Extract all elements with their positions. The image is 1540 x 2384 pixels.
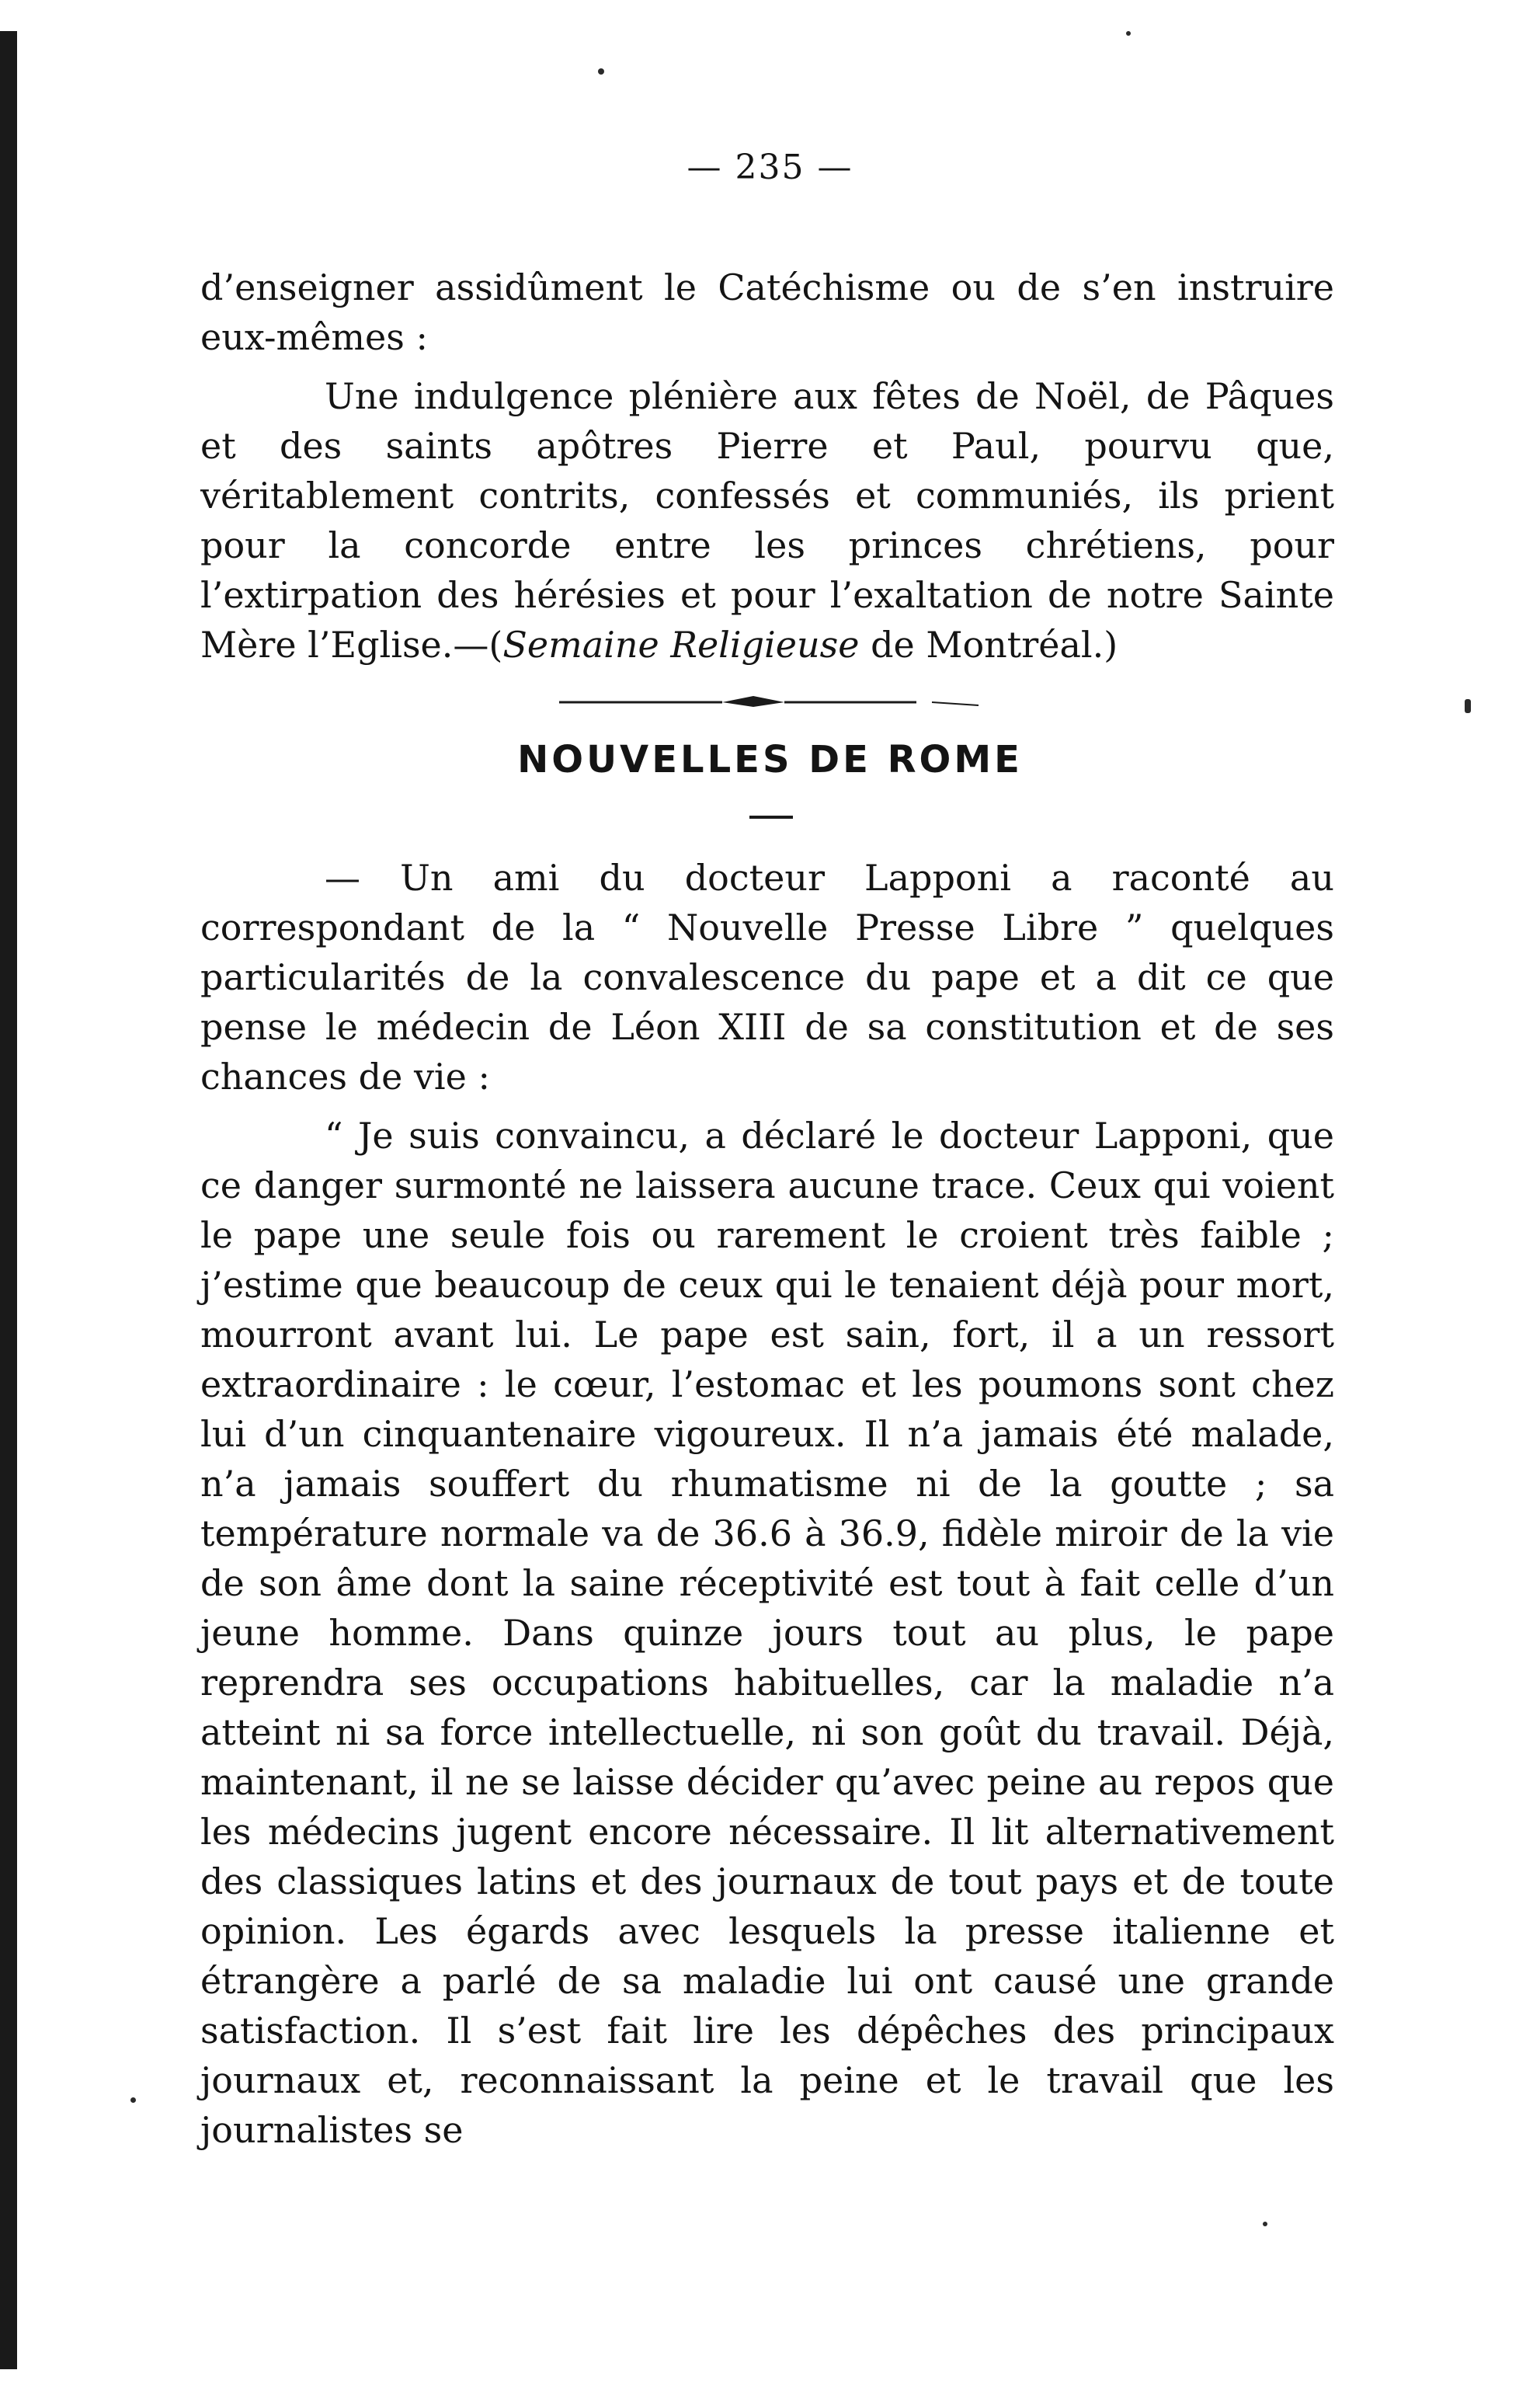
citation-close: ) <box>1104 624 1118 666</box>
scan-speck <box>598 68 604 75</box>
paragraph-quote: “ Je suis convaincu, a déclaré le docteur Lapponi, que ce danger surmonté ne laissera aucune trace. Ceux qui voient le pape une seule fois ou rarement le croient très faible ; j’estime que beaucoup de ceux qui le tenaient déjà pour mort, mourront avant lui. Le pape est sain, fort, il a un ressort extraordinaire : le cœur, l’estomac et les poumons sont chez lui d’un cinquantenaire vigoureux. Il n’a jamais été malade, n’a jamais souffert du rhumatisme ni de la goutte ; sa température normale va de 36.6 à 36.9, fidèle miroir de la vie de son âme dont la saine réceptivité est tout à fait celle d’un jeune homme. Dans quinze jours tout au plus, le pape reprendra ses occupations habituelles, car la maladie n’a atteint ni sa force intellectuelle, ni son goût du travail. Déjà, maintenant, il ne se laisse décider qu’avec peine au repos que les médecins jugent encore nécessaire. Il lit alternativement des classiques latins et des journaux de tout pays et de toute opinion. Les égards avec lesquels la presse italienne et étrangère a parlé de sa maladie lui ont causé une grande satisfaction. Il s’est fait lire les dépêches des principaux journaux et, reconnaissant la peine et le travail que les journalistes se <box>200 1115 1334 2151</box>
scan-speck <box>1263 2222 1267 2226</box>
indulgence-text: Une indulgence plénière aux fêtes de Noël, de Pâques et des saints apôtres Pierre et Paul, pourvu que, véritablement contrits, confessés et communiés, ils prient pour la concorde entre les princes chrétiens, pour l’extirpation des hérésies et pour l’exaltation de notre Sainte Mère l’Eglise.— <box>200 375 1334 666</box>
scan-speck <box>1465 699 1471 713</box>
title-underline-rule <box>749 816 793 819</box>
section-ornament-divider <box>559 693 994 712</box>
scan-speck <box>1126 31 1131 36</box>
citation-place: de Montréal. <box>859 624 1104 666</box>
paragraph-indulgence <box>200 371 1334 670</box>
paragraph-news: — Un ami du docteur Lapponi a raconté au correspondant de la “ Nouvelle Presse Libre ” quelques particularités de la convalescence du pape et a dit ce que pense le médecin de Léon XIII de sa constitution et de ses chances de vie : <box>200 857 1334 1098</box>
scan-binding-edge <box>0 31 17 2369</box>
scan-speck <box>130 2097 136 2103</box>
citation-open: ( <box>488 624 503 666</box>
page-number: — 235 — <box>687 148 853 187</box>
paragraph-continuation: d’enseigner assidûment le Catéchisme ou de s’en instruire eux-mêmes : <box>200 266 1334 358</box>
section-title: NOUVELLES DE ROME <box>517 738 1023 781</box>
citation-title: Semaine Religieuse <box>502 624 860 666</box>
